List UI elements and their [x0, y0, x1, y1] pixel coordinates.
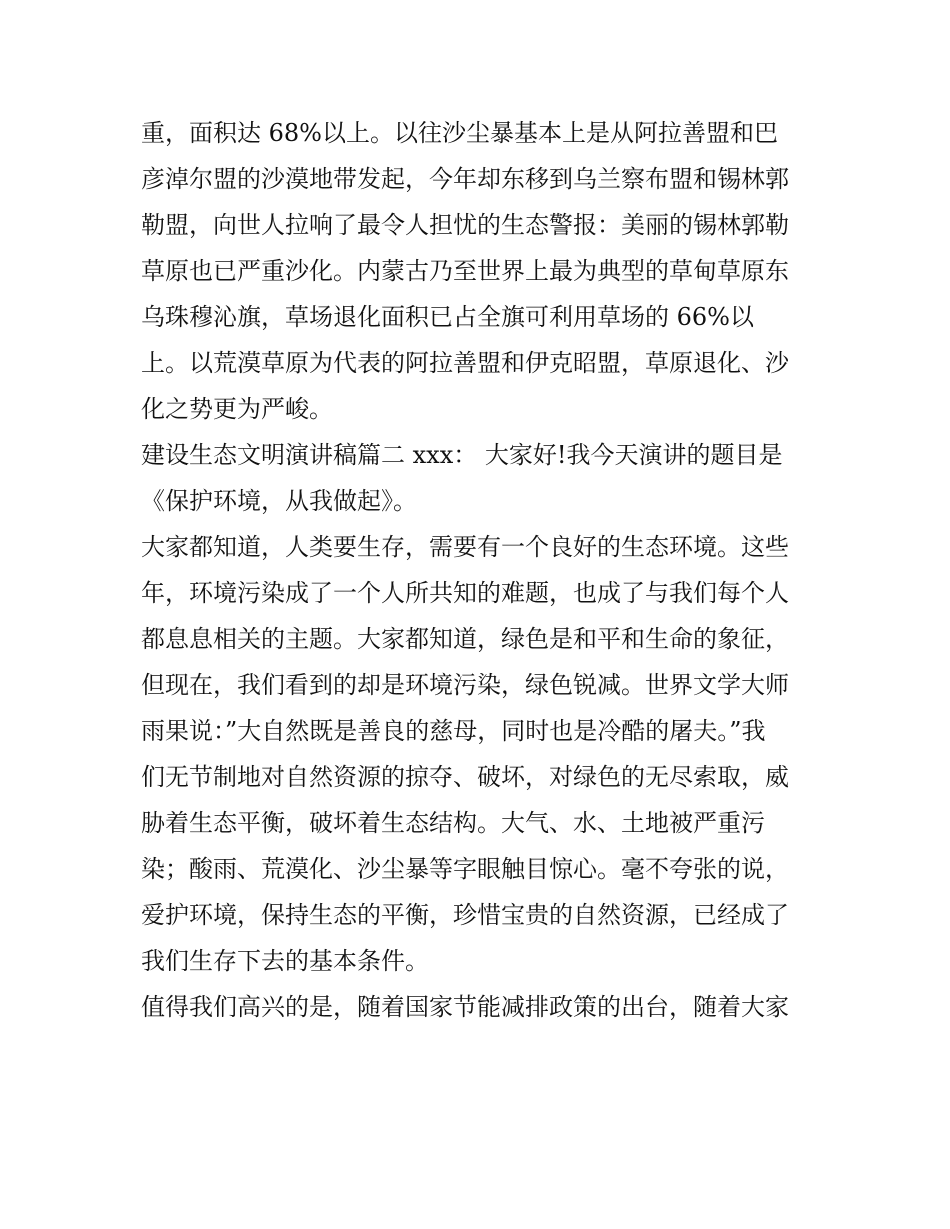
text-line-15: 们无节制地对自然资源的掠夺、破坏，对绿色的无尽索取，威 [141, 763, 789, 791]
text-line-14: 雨果说：”大自然既是善良的慈母，同时也是冷酷的屠夫。”我 [141, 717, 766, 745]
text-line-5: 乌珠穆沁旗，草场退化面积已占全旗可利用草场的 66%以 [141, 303, 754, 331]
section-heading-line: 建设生态文明演讲稿篇二 xxx： 大家好!我今天演讲的题目是 [141, 441, 783, 469]
text-line-12: 都息息相关的主题。大家都知道，绿色是和平和生命的象征， [141, 625, 789, 653]
text-line-20: 值得我们高兴的是，随着国家节能减排政策的出台，随着大家 [141, 993, 789, 1021]
text-line-11: 年，环境污染成了一个人所共知的难题，也成了与我们每个人 [141, 579, 789, 607]
text-line-3: 勒盟，向世人拉响了最令人担忧的生态警报：美丽的锡林郭勒 [141, 211, 789, 239]
text-line-2: 彦淖尔盟的沙漠地带发起，今年却东移到乌兰察布盟和锡林郭 [141, 165, 789, 193]
text-line-18: 爱护环境，保持生态的平衡，珍惜宝贵的自然资源，已经成了 [141, 901, 789, 929]
text-line-6: 上。以荒漠草原为代表的阿拉善盟和伊克昭盟，草原退化、沙 [141, 349, 789, 377]
text-line-19: 我们生存下去的基本条件。 [141, 947, 429, 975]
text-line-10: 大家都知道，人类要生存，需要有一个良好的生态环境。这些 [141, 533, 789, 561]
text-line-17: 染；酸雨、荒漠化、沙尘暴等字眼触目惊心。毫不夸张的说， [141, 855, 789, 883]
text-line-7: 化之势更为严峻。 [141, 395, 333, 423]
speech-title-line: 《保护环境，从我做起》。 [141, 487, 417, 515]
text-line-13: 但现在，我们看到的却是环境污染，绿色锐减。世界文学大师 [141, 671, 789, 699]
text-line-16: 胁着生态平衡，破坏着生态结构。大气、水、土地被严重污 [141, 809, 765, 837]
text-line-1: 重，面积达 68%以上。以往沙尘暴基本上是从阿拉善盟和巴 [141, 119, 778, 147]
text-line-4: 草原也已严重沙化。内蒙古乃至世界上最为典型的草甸草原东 [141, 257, 789, 285]
document-body [141, 110, 821, 1030]
